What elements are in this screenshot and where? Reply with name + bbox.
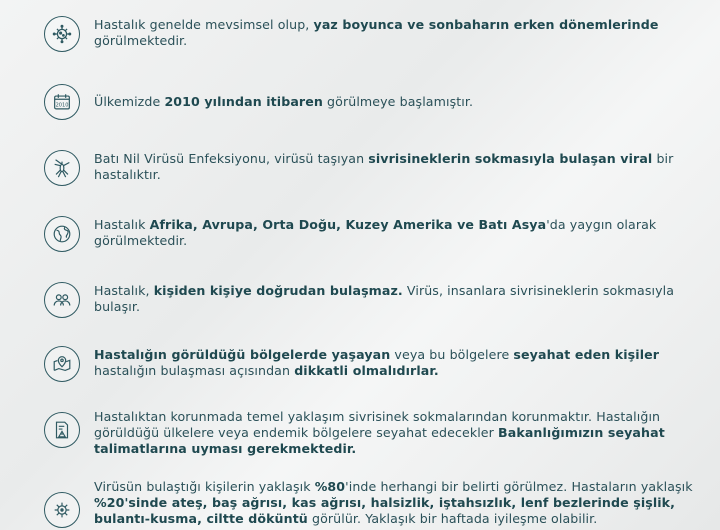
calendar-icon: [44, 84, 80, 120]
info-item-season: [44, 16, 704, 52]
info-item-prevention: [44, 408, 704, 457]
info-text: Ülkemizde 2010 yılından itibaren görülmeye başlamıştır.: [94, 94, 474, 109]
info-text: Hastalıktan korunmada temel yaklaşım sivrisinek sokmalarından korunmaktır. Hastalığın görüldüğü ülkelere veya endemik bölgelere seyahat edecekler Bakanlığımızın seyahat talimatlarına uyması gerekmektedir.: [94, 409, 665, 456]
info-item-symptoms: [44, 478, 704, 528]
info-item-regions: [44, 216, 704, 252]
info-item-since-2010: [44, 84, 704, 120]
info-item-travelers: [44, 346, 704, 382]
info-text: Virüsün bulaştığı kişilerin yaklaşık %80'inde herhangi bir belirti görülmez. Hastaların yaklaşık %20'sinde ateş, baş ağrısı, kas ağrısı, halsizlik, iştahsızlık, lenf bezlerinde şişlik, bulantı-kusma, ciltte döküntü görülür. Yaklaşık bir haftada iyileşme olabilir.: [94, 479, 693, 526]
info-text: Batı Nil Virüsü Enfeksiyonu, virüsü taşıyan sivrisineklerin sokmasıyla bulaşan viral bir hastalıktır.: [94, 151, 674, 182]
info-text: Hastalık Afrika, Avrupa, Orta Doğu, Kuzey Amerika ve Batı Asya'da yaygın olarak görülmektedir.: [94, 217, 657, 248]
mosquito-icon: [44, 150, 80, 186]
globe-icon: [44, 216, 80, 252]
svg-text:2010: 2010: [55, 102, 69, 109]
info-item-not-contagious: [44, 282, 704, 318]
info-text: Hastalık genelde mevsimsel olup, yaz boyunca ve sonbaharın erken dönemlerinde görülmektedir.: [94, 17, 659, 48]
document-alert-icon: [44, 412, 80, 448]
info-item-transmission: [44, 150, 704, 186]
info-text: Hastalık, kişiden kişiye doğrudan bulaşmaz. Virüs, insanlara sivrisineklerin sokmasıyla bulaşır.: [94, 283, 675, 314]
people-icon: [44, 282, 80, 318]
virus-cell-icon: [44, 492, 80, 528]
virus-icon: [44, 16, 80, 52]
info-text: Hastalığın görüldüğü bölgelerde yaşayan veya bu bölgelere seyahat eden kişiler hastalığın bulaşması açısından dikkatli olmalıdırlar.: [94, 347, 660, 378]
map-pin-icon: [44, 346, 80, 382]
